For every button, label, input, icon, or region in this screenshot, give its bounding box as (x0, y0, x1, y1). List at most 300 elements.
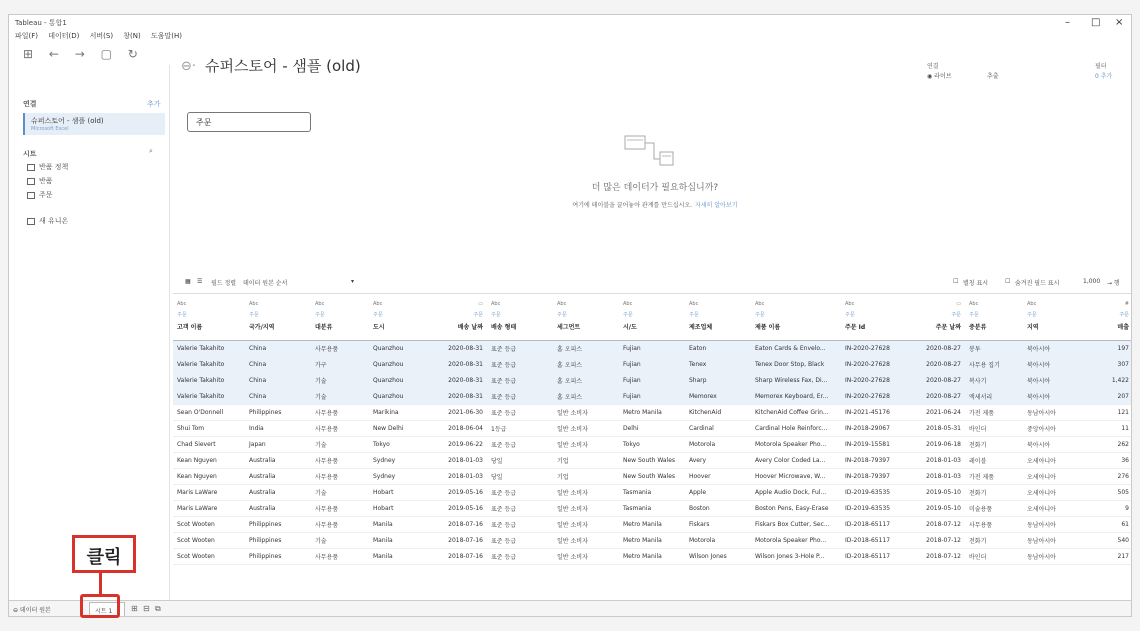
table-cell: 사무용품 (311, 405, 369, 421)
title-bar (9, 15, 1131, 29)
table-cell: Quanzhou (369, 373, 425, 389)
table-cell: 121 (1081, 405, 1132, 421)
column-name: 주문 날짜 (935, 324, 961, 331)
table-cell: 사무용품 (311, 421, 369, 437)
table-cell: 동남아시아 (1023, 533, 1081, 549)
minimize-button[interactable]: – (1065, 17, 1070, 28)
table-cell: IN-2021-45176 (841, 405, 903, 421)
column-header[interactable] (425, 296, 487, 341)
table-cell: 2019-05-10 (903, 501, 965, 517)
sheet-item-returns[interactable]: 반품 (27, 176, 53, 186)
table-cell: 사무용품 (311, 517, 369, 533)
menu-help[interactable]: 도움말(H) (151, 32, 183, 40)
column-source: 주문 (473, 312, 483, 318)
column-type-icon: Abc (491, 301, 501, 307)
table-cell: Apple (685, 485, 751, 501)
table-cell: Australia (245, 501, 311, 517)
datasource-title[interactable]: 슈퍼스토어 - 샘플 (old) (205, 57, 361, 75)
table-cell: 2021-06-24 (903, 405, 965, 421)
table-cell: Australia (245, 469, 311, 485)
table-cell: Quanzhou (369, 357, 425, 373)
column-name: 도시 (373, 324, 385, 331)
column-source: 주문 (623, 312, 633, 318)
table-row (173, 549, 1132, 565)
new-story-icon[interactable]: ⧉ (155, 604, 161, 613)
table-cell: China (245, 373, 311, 389)
table-cell: IN-2020-27628 (841, 389, 903, 405)
table-cell: 표준 등급 (487, 437, 553, 453)
table-cell: New Delhi (369, 421, 425, 437)
table-cell: 홈 오피스 (553, 341, 619, 357)
table-cell: 동남아시아 (1023, 405, 1081, 421)
table-cell: 2019-06-18 (903, 437, 965, 453)
table-cell: 액세서리 (965, 389, 1023, 405)
table-cell: 가전 제품 (965, 405, 1023, 421)
table-cell: Marikina (369, 405, 425, 421)
table-cell: 207 (1081, 389, 1132, 405)
table-cell: Cardinal (685, 421, 751, 437)
table-cell: 홈 오피스 (553, 357, 619, 373)
table-cell: Hobart (369, 485, 425, 501)
table-cell: 2020-08-31 (425, 389, 487, 405)
table-cell: Wilson Jones 3-Hole P... (751, 549, 841, 565)
table-cell: 가구 (311, 357, 369, 373)
table-cell: Sydney (369, 469, 425, 485)
column-type-icon: ▭ (478, 301, 483, 307)
table-cell: 오세아니아 (1023, 453, 1081, 469)
table-cell: China (245, 341, 311, 357)
table-cell: Tasmania (619, 501, 685, 517)
table-cell: 2020-08-31 (425, 373, 487, 389)
vertical-scrollbar[interactable] (1131, 355, 1132, 415)
sheet-item-orders[interactable]: 주문 (27, 190, 53, 200)
connection-item[interactable] (23, 113, 165, 135)
table-cell: ID-2019-63535 (841, 485, 903, 501)
column-type-icon: # (1124, 301, 1129, 307)
column-name: 시/도 (623, 324, 637, 331)
table-cell: Sharp Wireless Fax, Di... (751, 373, 841, 389)
connections-header: 연결 (23, 100, 37, 108)
table-cell: 중앙아시아 (1023, 421, 1081, 437)
table-cell: Philippines (245, 533, 311, 549)
table-cell: Fiskars Box Cutter, Sec... (751, 517, 841, 533)
column-header[interactable] (903, 296, 965, 341)
table-cell: 2018-07-16 (425, 517, 487, 533)
table-cell: 기술 (311, 373, 369, 389)
table-cell: Metro Manila (619, 517, 685, 533)
table-cell: 당일 (487, 469, 553, 485)
table-icon (27, 164, 35, 171)
table-cell: Tenex (685, 357, 751, 373)
table-cell: 2018-01-03 (903, 453, 965, 469)
new-dashboard-icon[interactable]: ⊟ (143, 604, 150, 613)
table-cell: 복사기 (965, 373, 1023, 389)
data-grid (173, 296, 1132, 565)
table-cell: 오세아니아 (1023, 469, 1081, 485)
column-name: 매출 (1117, 324, 1129, 331)
table-cell: 일반 소비자 (553, 405, 619, 421)
table-cell: 동남아시아 (1023, 517, 1081, 533)
table-cell: Boston (685, 501, 751, 517)
column-header[interactable] (841, 296, 903, 341)
show-aliases-checkbox[interactable]: ☐ (953, 278, 959, 285)
table-cell: 홈 오피스 (553, 389, 619, 405)
menu-window[interactable]: 창(N) (123, 32, 141, 40)
column-source: 주문 (755, 312, 765, 318)
table-cell: Kean Nguyen (173, 453, 245, 469)
table-row (173, 437, 1132, 453)
table-cell: 2020-08-27 (903, 389, 965, 405)
table-cell: 전화기 (965, 533, 1023, 549)
table-cell: Philippines (245, 405, 311, 421)
table-cell: Motorola Speaker Pho... (751, 437, 841, 453)
show-aliases-label: 별칭 표시 (963, 280, 989, 287)
table-cell: 기술 (311, 533, 369, 549)
table-cell: Fujian (619, 341, 685, 357)
table-cell: Fujian (619, 373, 685, 389)
table-cell: 2019-05-16 (425, 501, 487, 517)
table-cell: 307 (1081, 357, 1132, 373)
table-cell: New South Wales (619, 469, 685, 485)
table-cell: 2018-01-03 (425, 453, 487, 469)
table-cell: Eaton Cards & Envelo... (751, 341, 841, 357)
column-header[interactable] (1081, 296, 1132, 341)
table-cell: IN-2020-27628 (841, 357, 903, 373)
table-cell: 11 (1081, 421, 1132, 437)
close-button[interactable]: × (1115, 17, 1124, 28)
table-row (173, 341, 1132, 357)
table-cell: 일반 소비자 (553, 549, 619, 565)
column-source: 주문 (491, 312, 501, 318)
table-cell: 사무용품 (965, 517, 1023, 533)
table-cell: 일반 소비자 (553, 485, 619, 501)
column-type-icon: Abc (1027, 301, 1037, 307)
table-cell: 기업 (553, 469, 619, 485)
table-cell: 사무용품 (311, 341, 369, 357)
table-cell: 197 (1081, 341, 1132, 357)
table-cell: 61 (1081, 517, 1132, 533)
sheets-header: 시트 (23, 150, 37, 158)
table-cell: Motorola (685, 437, 751, 453)
table-cell: IN-2020-27628 (841, 373, 903, 389)
grid-toolbar (173, 273, 1132, 294)
column-header[interactable] (751, 296, 841, 341)
table-cell: Valerie Takahito (173, 373, 245, 389)
table-cell: Tokyo (619, 437, 685, 453)
extract-radio[interactable]: 추출 (987, 73, 999, 80)
table-cell: IN-2018-79397 (841, 453, 903, 469)
table-cell: 일반 소비자 (553, 517, 619, 533)
column-source: 주문 (315, 312, 325, 318)
table-cell: 2018-06-04 (425, 421, 487, 437)
column-type-icon: Abc (689, 301, 699, 307)
table-row (173, 469, 1132, 485)
chevron-down-icon[interactable]: ▾ (351, 278, 355, 285)
table-cell: Avery (685, 453, 751, 469)
table-cell: 사무용 집기 (965, 357, 1023, 373)
column-type-icon: Abc (557, 301, 567, 307)
table-cell: Fiskars (685, 517, 751, 533)
table-cell: Memorex (685, 389, 751, 405)
table-cell: 홈 오피스 (553, 373, 619, 389)
table-cell: Hoover (685, 469, 751, 485)
table-cell: Fujian (619, 357, 685, 373)
table-cell: 미술용품 (965, 501, 1023, 517)
need-more-data-text: 더 많은 데이터가 필요하십니까? (591, 183, 719, 193)
table-cell: 262 (1081, 437, 1132, 453)
table-cell: Quanzhou (369, 389, 425, 405)
tableau-window (8, 14, 1132, 617)
table-cell: 일반 소비자 (553, 533, 619, 549)
column-name: 제조업체 (689, 324, 713, 331)
table-cell: 표준 등급 (487, 373, 553, 389)
data-source-tab[interactable]: ⊖ 데이터 원본 (13, 607, 51, 614)
column-name: 대분류 (315, 324, 333, 331)
table-cell: 2020-08-27 (903, 357, 965, 373)
table-cell: Quanzhou (369, 341, 425, 357)
column-name: 배송 형태 (491, 324, 517, 331)
table-cell: Metro Manila (619, 405, 685, 421)
table-cell: 2018-01-03 (425, 469, 487, 485)
table-cell: 기술 (311, 437, 369, 453)
table-cell: 표준 등급 (487, 389, 553, 405)
table-cell: 기술 (311, 485, 369, 501)
table-cell: 2019-06-22 (425, 437, 487, 453)
table-cell: Motorola Speaker Pho... (751, 533, 841, 549)
column-type-icon: Abc (315, 301, 325, 307)
table-cell: Metro Manila (619, 533, 685, 549)
table-cell: Metro Manila (619, 549, 685, 565)
column-type-icon: Abc (845, 301, 855, 307)
table-cell: Tokyo (369, 437, 425, 453)
column-source: 주문 (177, 312, 187, 318)
table-cell: 바인더 (965, 421, 1023, 437)
table-cell: Delhi (619, 421, 685, 437)
column-source: 주문 (969, 312, 979, 318)
table-cell: Sydney (369, 453, 425, 469)
column-header[interactable] (619, 296, 685, 341)
table-cell: Maris LaWare (173, 501, 245, 517)
table-cell: Wilson Jones (685, 549, 751, 565)
bottom-tab-bar (9, 600, 1131, 617)
relationship-icon (624, 135, 674, 171)
callout-connector (99, 573, 102, 595)
column-header[interactable] (1023, 296, 1081, 341)
table-cell: 사무용품 (311, 549, 369, 565)
sheet-item-returns-policy[interactable]: 반품 정책 (27, 162, 68, 172)
table-cell: 표준 등급 (487, 501, 553, 517)
table-cell: Valerie Takahito (173, 341, 245, 357)
column-header[interactable] (553, 296, 619, 341)
column-source: 주문 (557, 312, 567, 318)
table-cell: Philippines (245, 517, 311, 533)
table-cell: 오세아니아 (1023, 485, 1081, 501)
table-cell: 표준 등급 (487, 357, 553, 373)
column-header[interactable] (369, 296, 425, 341)
column-name: 지역 (1027, 324, 1039, 331)
table-cell: Avery Color Coded La... (751, 453, 841, 469)
row-count-input[interactable]: 1,000 (1083, 278, 1101, 285)
click-callout: 클릭 (72, 535, 136, 573)
table-cell: 기술 (311, 389, 369, 405)
table-cell: 표준 등급 (487, 533, 553, 549)
new-union-item[interactable]: 새 유니온 (27, 216, 68, 226)
show-hidden-checkbox[interactable]: ☐ (1005, 278, 1011, 285)
column-header[interactable] (685, 296, 751, 341)
column-header[interactable] (245, 296, 311, 341)
table-row (173, 405, 1132, 421)
menu-file[interactable]: 파일(F) (15, 32, 39, 40)
table-cell: Scot Wooten (173, 549, 245, 565)
left-pane (9, 65, 170, 600)
table-cell: 기업 (553, 453, 619, 469)
rows-arrow[interactable]: → 행 (1107, 280, 1120, 287)
table-cell: ID-2019-63535 (841, 501, 903, 517)
column-name: 제품 이름 (755, 324, 781, 331)
table-cell: 동남아시아 (1023, 549, 1081, 565)
table-cell: New South Wales (619, 453, 685, 469)
column-header[interactable] (487, 296, 553, 341)
table-row (173, 485, 1132, 501)
table-cell: 표준 등급 (487, 517, 553, 533)
menu-data[interactable]: 데이터(D) (48, 32, 80, 40)
column-type-icon: Abc (755, 301, 765, 307)
column-header[interactable] (311, 296, 369, 341)
table-row (173, 389, 1132, 405)
live-radio[interactable]: ◉ 라이브 (927, 73, 952, 80)
toolbar-icons[interactable]: ⊞ ← → ▢ ↻ (23, 47, 144, 61)
table-cell: ID-2018-65117 (841, 517, 903, 533)
grid-view-icon[interactable]: ▦ (185, 278, 191, 285)
column-source: 주문 (373, 312, 383, 318)
list-view-icon[interactable]: ☰ (197, 278, 203, 285)
table-cell: 2018-07-12 (903, 517, 965, 533)
table-cell: Maris LaWare (173, 485, 245, 501)
column-header[interactable] (173, 296, 245, 341)
table-cell: Sharp (685, 373, 751, 389)
table-cell: Australia (245, 453, 311, 469)
column-source: 주문 (1119, 312, 1129, 318)
maximize-button[interactable]: □ (1091, 17, 1101, 28)
window-title: Tableau - 통합1 (15, 19, 67, 27)
table-cell: China (245, 357, 311, 373)
table-cell: Memorex Keyboard, Er... (751, 389, 841, 405)
table-cell: Scot Wooten (173, 517, 245, 533)
table-cell: Tasmania (619, 485, 685, 501)
table-cell: Valerie Takahito (173, 357, 245, 373)
sort-fields-label: 필드 정렬 (211, 280, 237, 287)
table-cell: 바인더 (965, 549, 1023, 565)
column-name: 중분류 (969, 324, 987, 331)
table-cell: 레이블 (965, 453, 1023, 469)
table-cell: 1등급 (487, 421, 553, 437)
table-cell: 2019-05-10 (903, 485, 965, 501)
table-cell: 표준 등급 (487, 341, 553, 357)
column-header[interactable] (965, 296, 1023, 341)
column-type-icon: ▭ (956, 301, 961, 307)
table-cell: Hobart (369, 501, 425, 517)
menu-bar (15, 31, 190, 41)
sheet-1-tab[interactable]: 시트 1 (89, 602, 125, 617)
table-cell: Shui Tom (173, 421, 245, 437)
table-row (173, 373, 1132, 389)
table-cell: Cardinal Hole Reinforc... (751, 421, 841, 437)
table-cell: Motorola (685, 533, 751, 549)
table-cell: Japan (245, 437, 311, 453)
table-cell: Apple Audio Dock, Ful... (751, 485, 841, 501)
filters-add-link[interactable]: 0 추가 (1095, 73, 1113, 80)
table-row (173, 357, 1132, 373)
column-type-icon: Abc (249, 301, 259, 307)
table-cell: 표준 등급 (487, 549, 553, 565)
column-source: 주문 (951, 312, 961, 318)
table-cell: 505 (1081, 485, 1132, 501)
table-cell: 276 (1081, 469, 1132, 485)
column-name: 고객 이름 (177, 324, 203, 331)
table-pill-orders[interactable]: 주문 (187, 112, 311, 132)
table-cell: Boston Pens, Easy-Erase (751, 501, 841, 517)
table-cell: Australia (245, 485, 311, 501)
show-hidden-label: 숨겨진 필드 표시 (1015, 280, 1060, 287)
add-connection-link[interactable]: 추가 (147, 100, 161, 108)
table-cell: 표준 등급 (487, 405, 553, 421)
table-cell: India (245, 421, 311, 437)
table-cell: 2018-07-16 (425, 549, 487, 565)
table-cell: KitchenAid Coffee Grin... (751, 405, 841, 421)
table-cell: 2020-08-31 (425, 357, 487, 373)
table-row (173, 517, 1132, 533)
table-cell: 2018-07-12 (903, 549, 965, 565)
table-cell: 북아시아 (1023, 357, 1081, 373)
column-type-icon: Abc (969, 301, 979, 307)
table-cell: 9 (1081, 501, 1132, 517)
search-icon[interactable]: ⌕ (149, 147, 153, 155)
table-row (173, 533, 1132, 549)
learn-more-link[interactable]: 자세히 알아보기 (695, 202, 738, 209)
callout-highlight (80, 594, 120, 618)
table-cell: Sean O'Donnell (173, 405, 245, 421)
table-cell: Scot Wooten (173, 533, 245, 549)
new-worksheet-icon[interactable]: ⊞ (131, 604, 138, 613)
table-cell: 사무용품 (311, 501, 369, 517)
menu-server[interactable]: 서버(S) (89, 32, 114, 40)
table-cell: 1,422 (1081, 373, 1132, 389)
table-cell: 사무용품 (311, 453, 369, 469)
filters-label: 필터 (1095, 63, 1107, 70)
column-name: 주문 Id (845, 324, 866, 331)
table-cell: KitchenAid (685, 405, 751, 421)
table-cell: Valerie Takahito (173, 389, 245, 405)
table-cell: 2018-05-31 (903, 421, 965, 437)
connection-type: Microsoft Excel (31, 126, 69, 132)
sort-fields-select[interactable]: 데이터 원본 순서 (243, 280, 288, 287)
table-cell: 북아시아 (1023, 389, 1081, 405)
column-type-icon: Abc (373, 301, 383, 307)
table-cell: Kean Nguyen (173, 469, 245, 485)
table-row (173, 501, 1132, 517)
column-type-icon: Abc (623, 301, 633, 307)
table-cell: Manila (369, 549, 425, 565)
table-cell: ID-2018-65117 (841, 549, 903, 565)
column-source: 주문 (249, 312, 259, 318)
table-cell: 일반 소비자 (553, 437, 619, 453)
table-row (173, 421, 1132, 437)
table-cell: China (245, 389, 311, 405)
table-cell: ID-2018-65117 (841, 533, 903, 549)
table-cell: 북아시아 (1023, 437, 1081, 453)
table-cell: IN-2020-27628 (841, 341, 903, 357)
table-cell: 일반 소비자 (553, 501, 619, 517)
